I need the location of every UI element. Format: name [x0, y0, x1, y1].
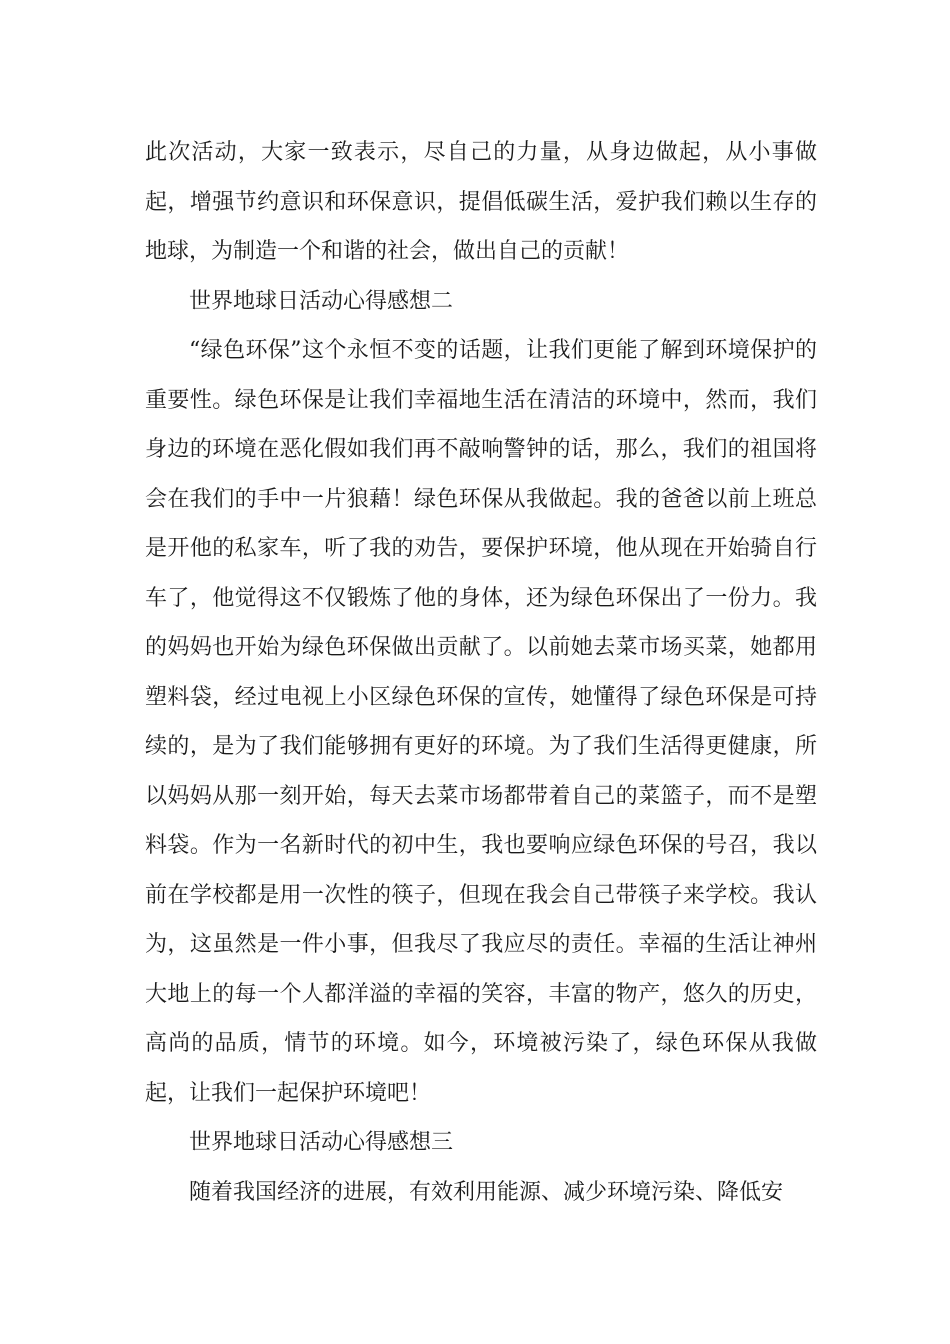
paragraph-section-two: “绿色环保”这个永恒不变的话题，让我们更能了解到环境保护的重要性。绿色环保是让我们幸福地生活在清洁的环境中，然而，我们身边的环境在恶化假如我们再不敲响警钟的话，那么，我们的祖国将会在我们的手中一片狼藉！绿色环保从我做起。我的爸爸以前上班总是开他的私家车，听了我的劝告，要保护环境，他从现在开始骑自行车了，他觉得这不仅锻炼了他的身体，还为绿色环保出了一份力。我的妈妈也开始为绿色环保做出贡献了。以前她去菜市场买菜，她都用塑料袋，经过电视上小区绿色环保的宣传，她懂得了绿色环保是可持续的，是为了我们能够拥有更好的环境。为了我们生活得更健康，所以妈妈从那一刻开始，每天去菜市场都带着自己的菜篮子，而不是塑料袋。作为一名新时代的初中生，我也要响应绿色环保的号召，我以前在学校都是用一次性的筷子，但现在我会自己带筷子来学校。我认为，这虽然是一件小事，但我尽了我应尽的责任。幸福的生活让神州大地上的每一个人都洋溢的幸福的笑容，丰富的物产，悠久的历史，高尚的品质，情节的环境。如今，环境被污染了，绿色环保从我做起，让我们一起保护环境吧！: [145, 338, 817, 1106]
document-body: [145, 128, 817, 1217]
paragraph-section-three: 随着我国经济的进展，有效利用能源、减少环境污染、降低安: [189, 1179, 784, 1205]
section-heading-two: 世界地球日活动心得感想二: [189, 288, 454, 314]
section-heading-three: 世界地球日活动心得感想三: [189, 1130, 454, 1155]
paragraph-intro: 此次活动，大家一致表示，尽自己的力量，从身边做起，从小事做起，增强节约意识和环保意识，提倡低碳生活，爱护我们赖以生存的地球，为制造一个和谐的社会，做出自己的贡献！: [145, 140, 817, 264]
